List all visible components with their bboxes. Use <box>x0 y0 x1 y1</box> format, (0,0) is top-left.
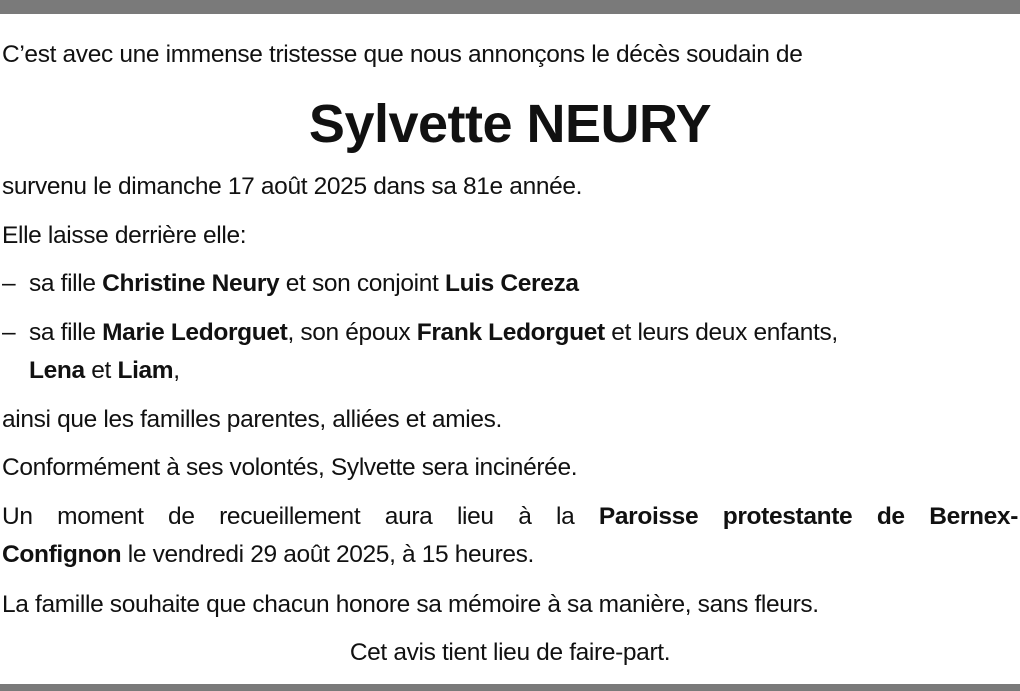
family-text: et son conjoint <box>279 270 445 297</box>
death-date-text: survenu le dimanche 17 août 2025 dans sa 81e année. <box>2 173 583 200</box>
dash-bullet: – <box>2 270 16 297</box>
family-text: et leurs deux enfants, <box>604 319 838 346</box>
relatives-text: ainsi que les familles parentes, alliées et amies. <box>2 406 502 433</box>
family-entry-1 <box>2 269 579 299</box>
ceremony-text-line-1 <box>2 502 1018 532</box>
top-rule <box>0 0 1020 14</box>
ceremony-text: Un moment de recueillement aura lieu à la <box>2 503 599 530</box>
ceremony-place: Paroisse protestante de Bernex- <box>598 503 1019 530</box>
family-text: sa fille <box>29 270 103 297</box>
family-text: et <box>84 357 118 384</box>
bottom-rule <box>0 684 1020 691</box>
family-text: , <box>173 357 180 384</box>
family-entry-2 <box>2 318 838 348</box>
wishes-text: Conformément à ses volontés, Sylvette sera incinérée. <box>2 454 578 481</box>
husband-name: Frank Ledorguet <box>416 319 605 346</box>
partner-name: Luis Cereza <box>444 270 579 297</box>
flowers-text: La famille souhaite que chacun honore sa mémoire à sa manière, sans fleurs. <box>2 591 819 618</box>
daughter-name: Christine Neury <box>102 270 280 297</box>
family-entry-2-children <box>2 356 180 386</box>
ceremony-date-text: le vendredi 29 août 2025, à 15 heures. <box>121 541 535 568</box>
family-text: sa fille <box>29 319 103 346</box>
child-name: Lena <box>29 357 85 384</box>
ceremony-place-cont: Confignon <box>2 541 122 568</box>
ceremony-text-line-2 <box>2 540 534 570</box>
dash-bullet: – <box>2 319 16 346</box>
intro-text: C’est avec une immense tristesse que nous annonçons le décès soudain de <box>2 41 803 68</box>
daughter-name: Marie Ledorguet <box>102 319 288 346</box>
family-text: , son époux <box>287 319 417 346</box>
deceased-name: Sylvette NEURY <box>308 94 712 154</box>
child-name: Liam <box>117 357 174 384</box>
closing-text: Cet avis tient lieu de faire-part. <box>349 639 671 666</box>
leaves-behind-text: Elle laisse derrière elle: <box>2 222 247 249</box>
